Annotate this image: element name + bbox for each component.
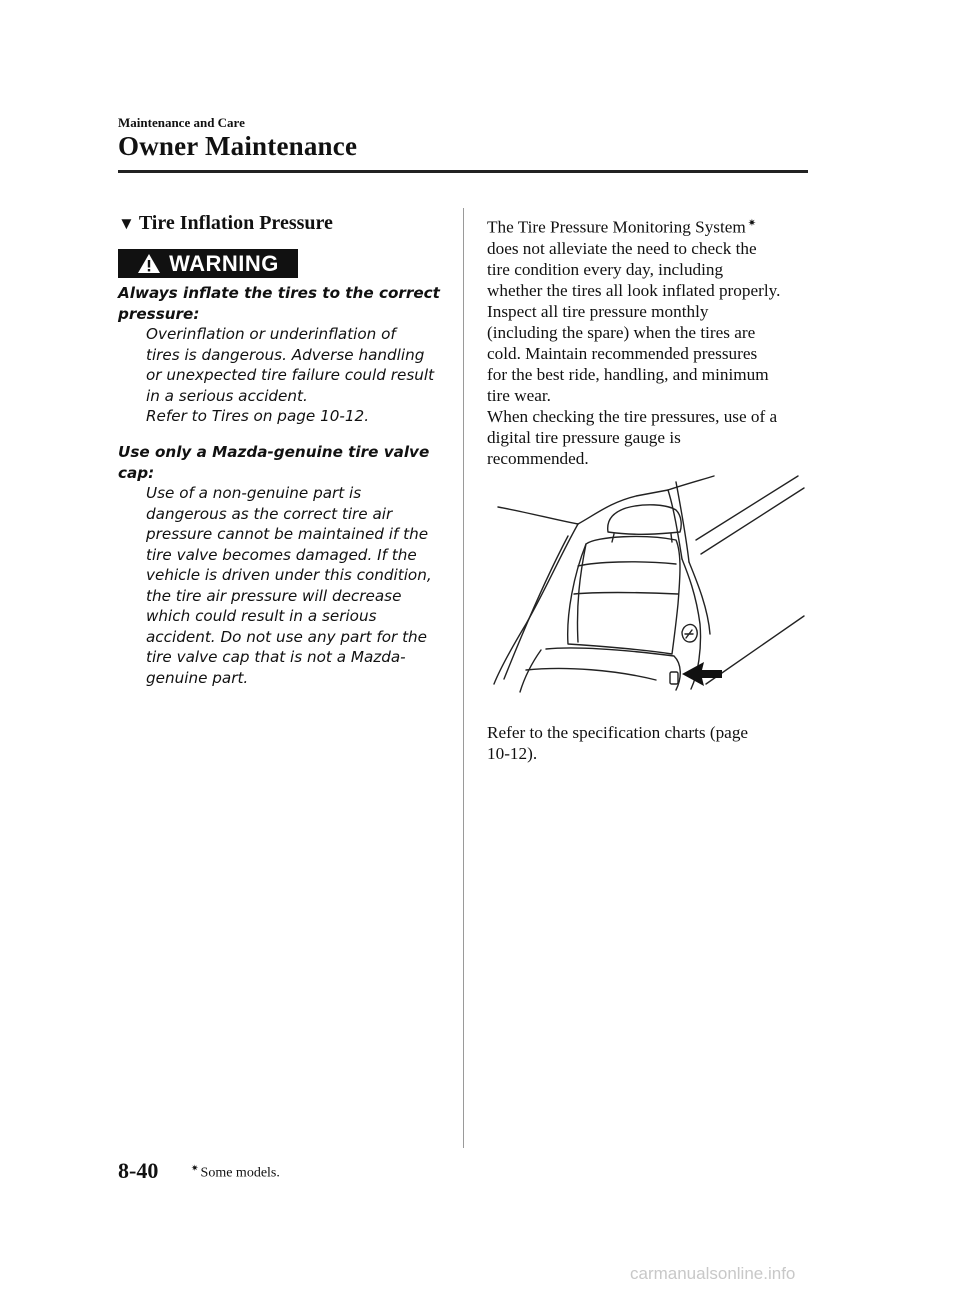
section-label: Maintenance and Care (118, 115, 245, 130)
watermark: carmanualsonline.info (630, 1264, 796, 1283)
page-title: Owner Maintenance (118, 131, 358, 161)
heading-rule (118, 170, 808, 173)
warning-item-text: Overinflation or underinflation of tires is dangerous. Adverse handling or unexpected tire failure could result in a serious accident. Refer to Tires on page 10-12. (146, 325, 435, 425)
warning-item-title: Use only a Mazda-genuine tire valve cap: (118, 443, 430, 482)
reference-paragraph: Refer to the specification charts (page 10-12). (487, 723, 749, 763)
warning-item-text: Use of a non-genuine part is dangerous as the correct tire air pressure cannot be maintained if the tire valve becomes damaged. If the vehicle is driven under this condition, the tire air pressure will decrease which could result in a serious accident. Do not use any part for the tire valve cap that is not a Mazda- genuine part. (146, 484, 432, 687)
warning-item-1 (118, 283, 448, 427)
body-paragraph: The Tire Pressure Monitoring System ✷ does not alleviate the need to check the tire condition every day, including whether the tires all look inflated properly. Inspect all tire pressure monthly (including the spare) when the tires are cold. Maintain recommended pressures for the best ride, handling, and minimum tire wear. When checking the tire pressures, use of a digital tire pressure gauge is recommended. (487, 213, 817, 469)
body-first-line: The Tire Pressure Monitoring System ✷ (487, 217, 757, 237)
footnote: ✷ Some models. (191, 1163, 280, 1181)
asterisk-mark-icon: ✷ (747, 218, 757, 229)
column-divider (463, 208, 464, 1148)
page-number: 8-40 (118, 1158, 159, 1183)
warning-triangle-icon (137, 253, 161, 274)
warning-item-title: Always inflate the tires to the correct pressure: (118, 284, 440, 323)
asterisk-mark-icon: ✷ (191, 1163, 199, 1173)
warning-label: WARNING (169, 250, 279, 276)
warning-banner (118, 249, 298, 278)
warning-item-2 (118, 442, 448, 688)
door-jamb-tire-label-illustration (486, 474, 808, 694)
triangle-bullet-icon: ▼ (118, 213, 135, 233)
subheading-text: Tire Inflation Pressure (138, 212, 333, 234)
subheading (118, 212, 333, 235)
